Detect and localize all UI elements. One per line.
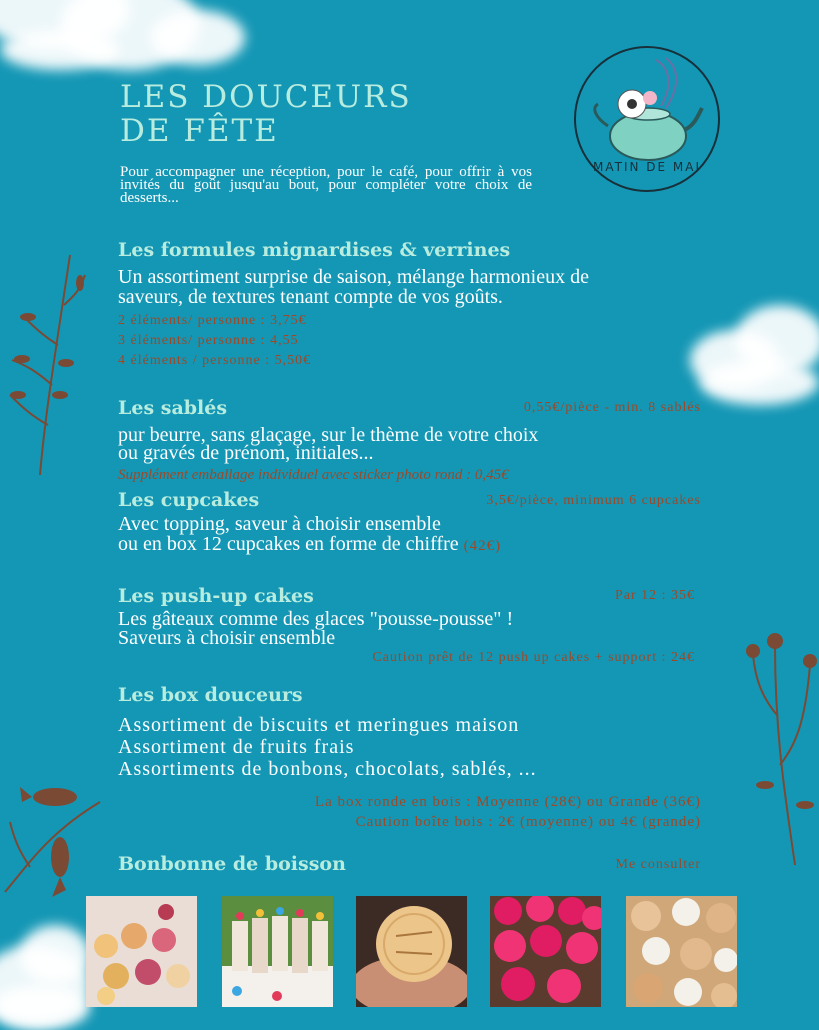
mignardises-heading: Les formules mignardises & verrines (118, 239, 511, 261)
pushup-price: Par 12 : 35€ (614, 588, 695, 603)
mignardises-photo (86, 896, 197, 1007)
box-line-1: Assortiment de biscuits et meringues maison (118, 714, 520, 736)
pushup-desc-1: Les gâteaux comme des glaces "pousse-pousse" ! (118, 608, 514, 630)
title-line-1: LES DOUCEURS (120, 79, 412, 115)
title-line-2: DE FÊTE (120, 113, 279, 149)
page-title (120, 80, 412, 148)
box-price-2: Caution boîte bois : 2€ (moyenne) ou 4€ (grande) (355, 814, 701, 830)
cupcakes-desc-2 (118, 535, 501, 556)
sables-note: Supplément emballage individuel avec sticker photo rond : 0,45€ (118, 467, 509, 483)
boisson-price: Me consulter (615, 857, 701, 872)
box-heading: Les box douceurs (118, 684, 303, 706)
pushup-desc-2: Saveurs à choisir ensemble (118, 627, 336, 649)
box-line-3: Assortiments de bonbons, chocolats, sablés, ... (118, 758, 537, 780)
logo-text: MATIN DE MAI (592, 160, 702, 174)
mignardises-price-3: 4 éléments / personne : 5,50€ (118, 353, 312, 368)
mignardises-desc-1: Un assortiment surprise de saison, mélange harmonieux de (118, 266, 589, 288)
plant-right-illustration (735, 625, 819, 865)
sables-heading: Les sablés (118, 397, 228, 419)
verrines-photo (222, 896, 333, 1007)
pushup-heading: Les push-up cakes (118, 585, 314, 607)
sables-desc-2: ou gravés de prénom, initiales... (118, 442, 374, 464)
box-line-2: Assortiment de fruits frais (118, 736, 355, 758)
cupcakes-box-price: (42€) (463, 538, 502, 554)
cupcakes-desc-1: Avec topping, saveur à choisir ensemble (118, 513, 441, 535)
brand-logo (574, 46, 720, 192)
pushup-caution: Caution prêt de 12 push up cakes + support : 24€ (372, 650, 695, 665)
sables-price: 0,55€/pièce - min. 8 sablés (523, 400, 701, 415)
cupcakes-photo (490, 896, 601, 1007)
boisson-heading: Bonbonne de boisson (118, 853, 346, 875)
mignardises-desc-2: saveurs, de textures tenant compte de vos goûts. (118, 286, 503, 308)
plant-left-illustration (0, 245, 90, 475)
biscuits-photo (626, 896, 737, 1007)
mignardises-price-1: 2 éléments/ personne : 3,75€ (118, 313, 307, 328)
sable-photo (356, 896, 467, 1007)
box-price-1: La box ronde en bois : Moyenne (28€) ou Grande (36€) (314, 794, 701, 810)
cupcakes-price: 3,5€/pièce, minimum 6 cupcakes (486, 493, 701, 508)
birds-branch-illustration (0, 772, 110, 902)
intro-text: Pour accompagner une réception, pour le café, pour offrir à vos invités du goût jusqu'au bout, pour compléter votre choix de desserts... (120, 164, 532, 206)
cupcakes-heading: Les cupcakes (118, 489, 260, 511)
cupcakes-desc-2-text: ou en box 12 cupcakes en forme de chiffre (118, 533, 459, 555)
mignardises-price-2: 3 éléments/ personne : 4,55 (118, 333, 299, 348)
sables-desc-1: pur beurre, sans glaçage, sur le thème de votre choix (118, 424, 539, 446)
